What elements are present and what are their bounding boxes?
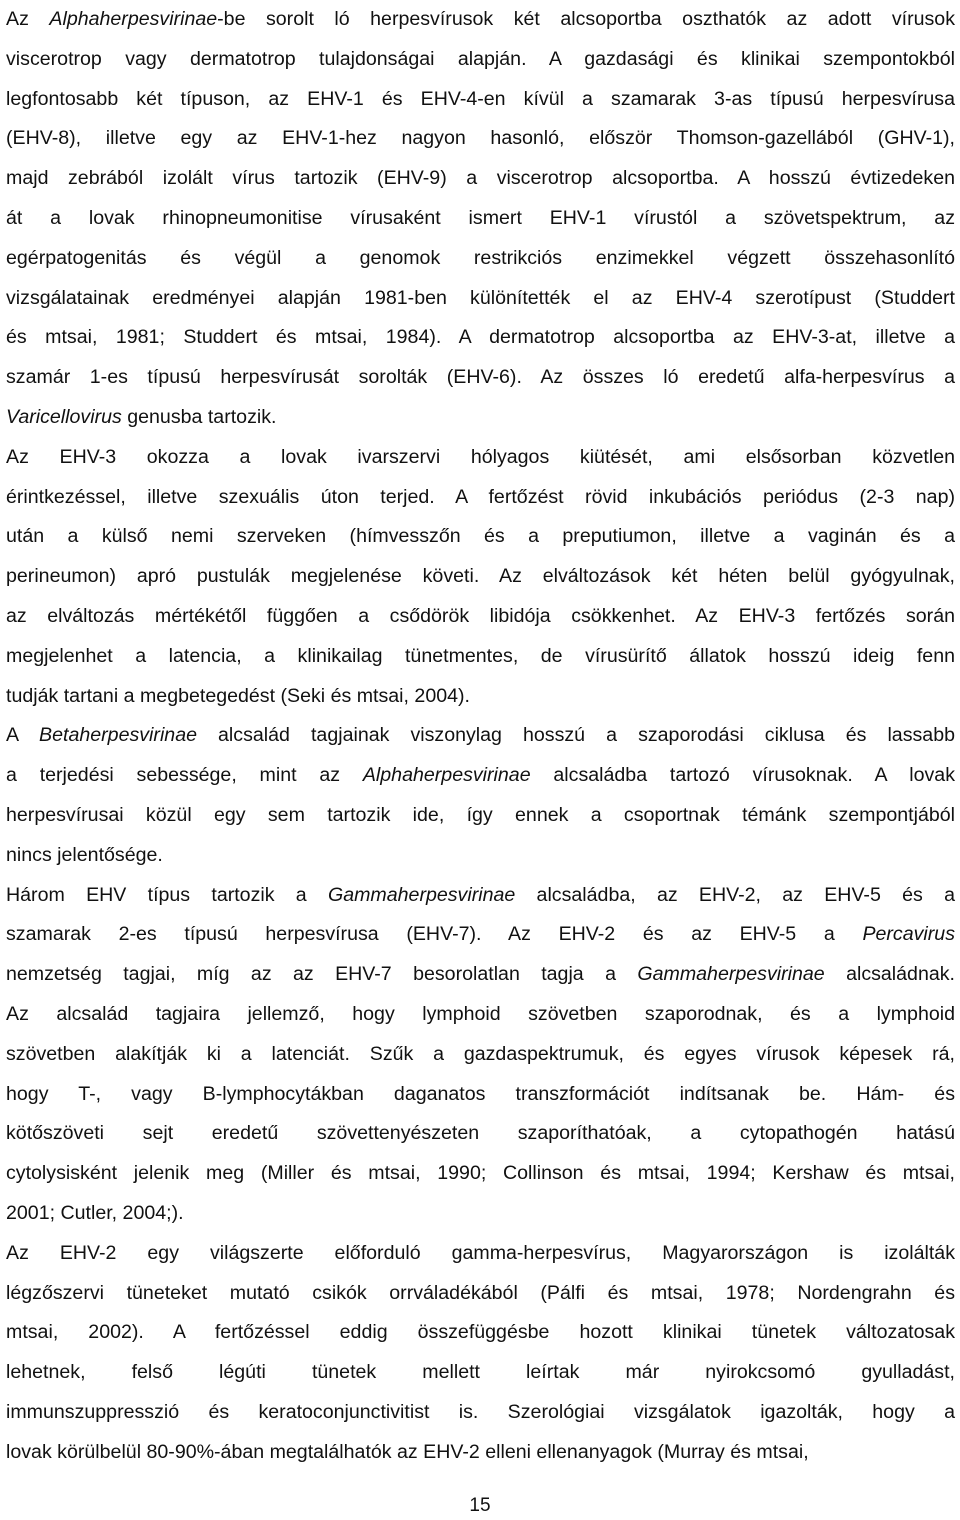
- text-run: után a külső nemi szerveken (hímvesszőn és a preputiumon, illetve a vaginán és a: [6, 525, 955, 548]
- text-run: genusba tartozik.: [121, 405, 277, 428]
- text-run: viscerotrop vagy dermatotrop tulajdonságai alapján. A gazdasági és klinikai szempontokból: [6, 47, 955, 70]
- text-run: nemzetség tagjai, míg az az EHV-7 besorolatlan tagja a: [6, 963, 638, 986]
- text-line: [6, 119, 955, 159]
- text-line: [6, 40, 955, 80]
- page-number: 15: [469, 1495, 491, 1516]
- text-run: Az EHV-3 okozza a lovak ivarszervi hólyagos kiütését, ami elsősorban közvetlen: [6, 445, 955, 468]
- paragraph: [6, 0, 955, 438]
- text-line: [6, 1154, 955, 1194]
- text-run: 2001; Cutler, 2004;).: [6, 1201, 184, 1224]
- text-run: szövetben alakítják ki a latenciát. Szűk a gazdaspektrumuk, és egyes vírusok képesek rá,: [6, 1042, 955, 1065]
- paragraph: [6, 876, 955, 1234]
- text-run: vizsgálatainak eredményei alapján 1981-ben különítették el az EHV-4 szerotípust (Studdert: [6, 286, 955, 309]
- text-run: alcsalád tagjainak viszonylag hosszú a szaporodási ciklusa és lassabb: [196, 724, 955, 747]
- text-run: cytolysisként jelenik meg (Miller és mtsai, 1990; Collinson és mtsai, 1994; Kershaw és mtsai,: [6, 1162, 955, 1185]
- text-line: [6, 1274, 955, 1314]
- text-run: az elváltozás mértékétől függően a csődörök libidója csökkenhet. Az EHV-3 fertőzés során: [6, 604, 955, 627]
- text-line: [6, 677, 955, 717]
- text-line: [6, 995, 955, 1035]
- text-line: [6, 597, 955, 637]
- text-run: szamár 1-es típusú herpesvírusát sorolták (EHV-6). Az összes ló eredetű alfa-herpesvírus a: [6, 366, 955, 389]
- text-run: alcsaládba tartozó vírusoknak. A lovak: [530, 764, 955, 787]
- text-run: légzőszervi tüneteket mutató csikók orrváladékából (Pálfi és mtsai, 1978; Nordengrahn és: [6, 1281, 955, 1304]
- text-line: [6, 1035, 955, 1075]
- text-line: [6, 1234, 955, 1274]
- text-line: [6, 1353, 955, 1393]
- text-line: [6, 279, 955, 319]
- text-run: herpesvírusai közül egy sem tartozik ide, így ennek a csoportnak témánk szempontjából: [6, 803, 955, 826]
- document-body: [6, 0, 955, 1472]
- text-run: alcsaládba, az EHV-2, az EHV-5 és a: [515, 883, 955, 906]
- paragraph: [6, 1234, 955, 1473]
- text-run: Az: [6, 8, 50, 30]
- text-run: hogy T-, vagy B-lymphocytákban daganatos transzformációt indítsanak be. Hám- és: [6, 1082, 955, 1105]
- text-run: lehetnek, felső légúti tünetek mellett leírtak már nyirokcsomó gyulladást,: [6, 1361, 955, 1384]
- italic-term: Gammaherpesvirinae: [327, 883, 516, 906]
- text-line: [6, 239, 955, 279]
- text-run: perineumon) apró pustulák megjelenése követi. Az elváltozások két héten belül gyógyulnak,: [6, 565, 955, 588]
- italic-term: Alphaherpesvirinae: [362, 764, 531, 787]
- text-line: [6, 1114, 955, 1154]
- text-run: Az EHV-2 egy világszerte előforduló gamma-herpesvírus, Magyarországon is izolálták: [6, 1241, 955, 1264]
- text-run: tudják tartani a megbetegedést (Seki és mtsai, 2004).: [6, 684, 470, 707]
- text-line: [6, 80, 955, 120]
- text-run: A: [6, 724, 40, 747]
- text-run: egérpatogenitás és végül a genomok restrikciós enzimekkel végzett összehasonlító: [6, 246, 955, 269]
- text-run: mtsai, 2002). A fertőzéssel eddig összefüggésbe hozott klinikai tünetek változatosak: [6, 1321, 955, 1344]
- paragraph: [6, 716, 955, 875]
- text-run: kötőszöveti sejt eredetű szövettenyészeten szaporíthatóak, a cytopathogén hatású: [6, 1122, 955, 1145]
- text-line: [6, 478, 955, 518]
- italic-term: Varicellovirus: [6, 405, 122, 428]
- text-run: Három EHV típus tartozik a: [6, 883, 328, 906]
- text-line: [6, 438, 955, 478]
- text-run: és mtsai, 1981; Studdert és mtsai, 1984). A dermatotrop alcsoportba az EHV-3-at, illetve a: [6, 326, 955, 349]
- text-run: majd zebrából izolált vírus tartozik (EHV-9) a viscerotrop alcsoportba. A hosszú évtizedeken: [6, 167, 955, 190]
- text-run: át a lovak rhinopneumonitise vírusaként ismert EHV-1 vírustól a szövetspektrum, az: [6, 206, 955, 229]
- text-line: [6, 876, 955, 916]
- italic-term: Percavirus: [862, 923, 955, 946]
- text-line: [6, 517, 955, 557]
- text-run: Az alcsalád tagjaira jellemző, hogy lymphoid szövetben szaporodnak, és a lymphoid: [6, 1002, 955, 1025]
- text-line: [6, 358, 955, 398]
- text-run: -be sorolt ló herpesvírusok két alcsoportba oszthatók az adott vírusok: [217, 8, 955, 30]
- text-line: [6, 199, 955, 239]
- italic-term: Gammaherpesvirinae: [637, 963, 825, 986]
- text-line: [6, 159, 955, 199]
- text-line: [6, 0, 955, 40]
- text-line: [6, 756, 955, 796]
- text-run: a terjedési sebessége, mint az: [6, 764, 363, 787]
- text-line: [6, 915, 955, 955]
- text-line: [6, 836, 955, 876]
- text-run: szamarak 2-es típusú herpesvírusa (EHV-7). Az EHV-2 és az EHV-5 a: [6, 923, 863, 946]
- italic-term: Alphaherpesvirinae: [49, 8, 218, 30]
- text-line: [6, 1393, 955, 1433]
- italic-term: Betaherpesvirinae: [39, 724, 197, 747]
- text-line: [6, 1433, 955, 1473]
- text-line: [6, 637, 955, 677]
- paragraph: [6, 438, 955, 717]
- text-line: [6, 955, 955, 995]
- text-line: [6, 1075, 955, 1115]
- text-line: [6, 796, 955, 836]
- text-line: [6, 1313, 955, 1353]
- text-line: [6, 318, 955, 358]
- text-run: alcsaládnak.: [824, 963, 955, 986]
- text-run: (EHV-8), illetve egy az EHV-1-hez nagyon hasonló, először Thomson-gazellából (GHV-1),: [6, 127, 955, 150]
- text-run: érintkezéssel, illetve szexuális úton terjed. A fertőzést rövid inkubációs periódus (2-3 nap): [6, 485, 955, 508]
- text-line: [6, 557, 955, 597]
- text-run: immunszuppresszió és keratoconjunctivitist is. Szerológiai vizsgálatok igazolták, hogy a: [6, 1400, 955, 1423]
- text-line: [6, 716, 955, 756]
- text-run: nincs jelentősége.: [6, 843, 163, 866]
- text-run: lovak körülbelül 80-90%-ában megtalálhatók az EHV-2 elleni ellenanyagok (Murray és mtsai,: [6, 1440, 809, 1463]
- text-run: legfontosabb két típuson, az EHV-1 és EHV-4-en kívül a szamarak 3-as típusú herpesvírusa: [6, 87, 955, 110]
- text-run: megjelenhet a latencia, a klinikailag tünetmentes, de vírusürítő állatok hosszú ideig fenn: [6, 644, 955, 667]
- text-line: [6, 398, 955, 438]
- text-line: [6, 1194, 955, 1234]
